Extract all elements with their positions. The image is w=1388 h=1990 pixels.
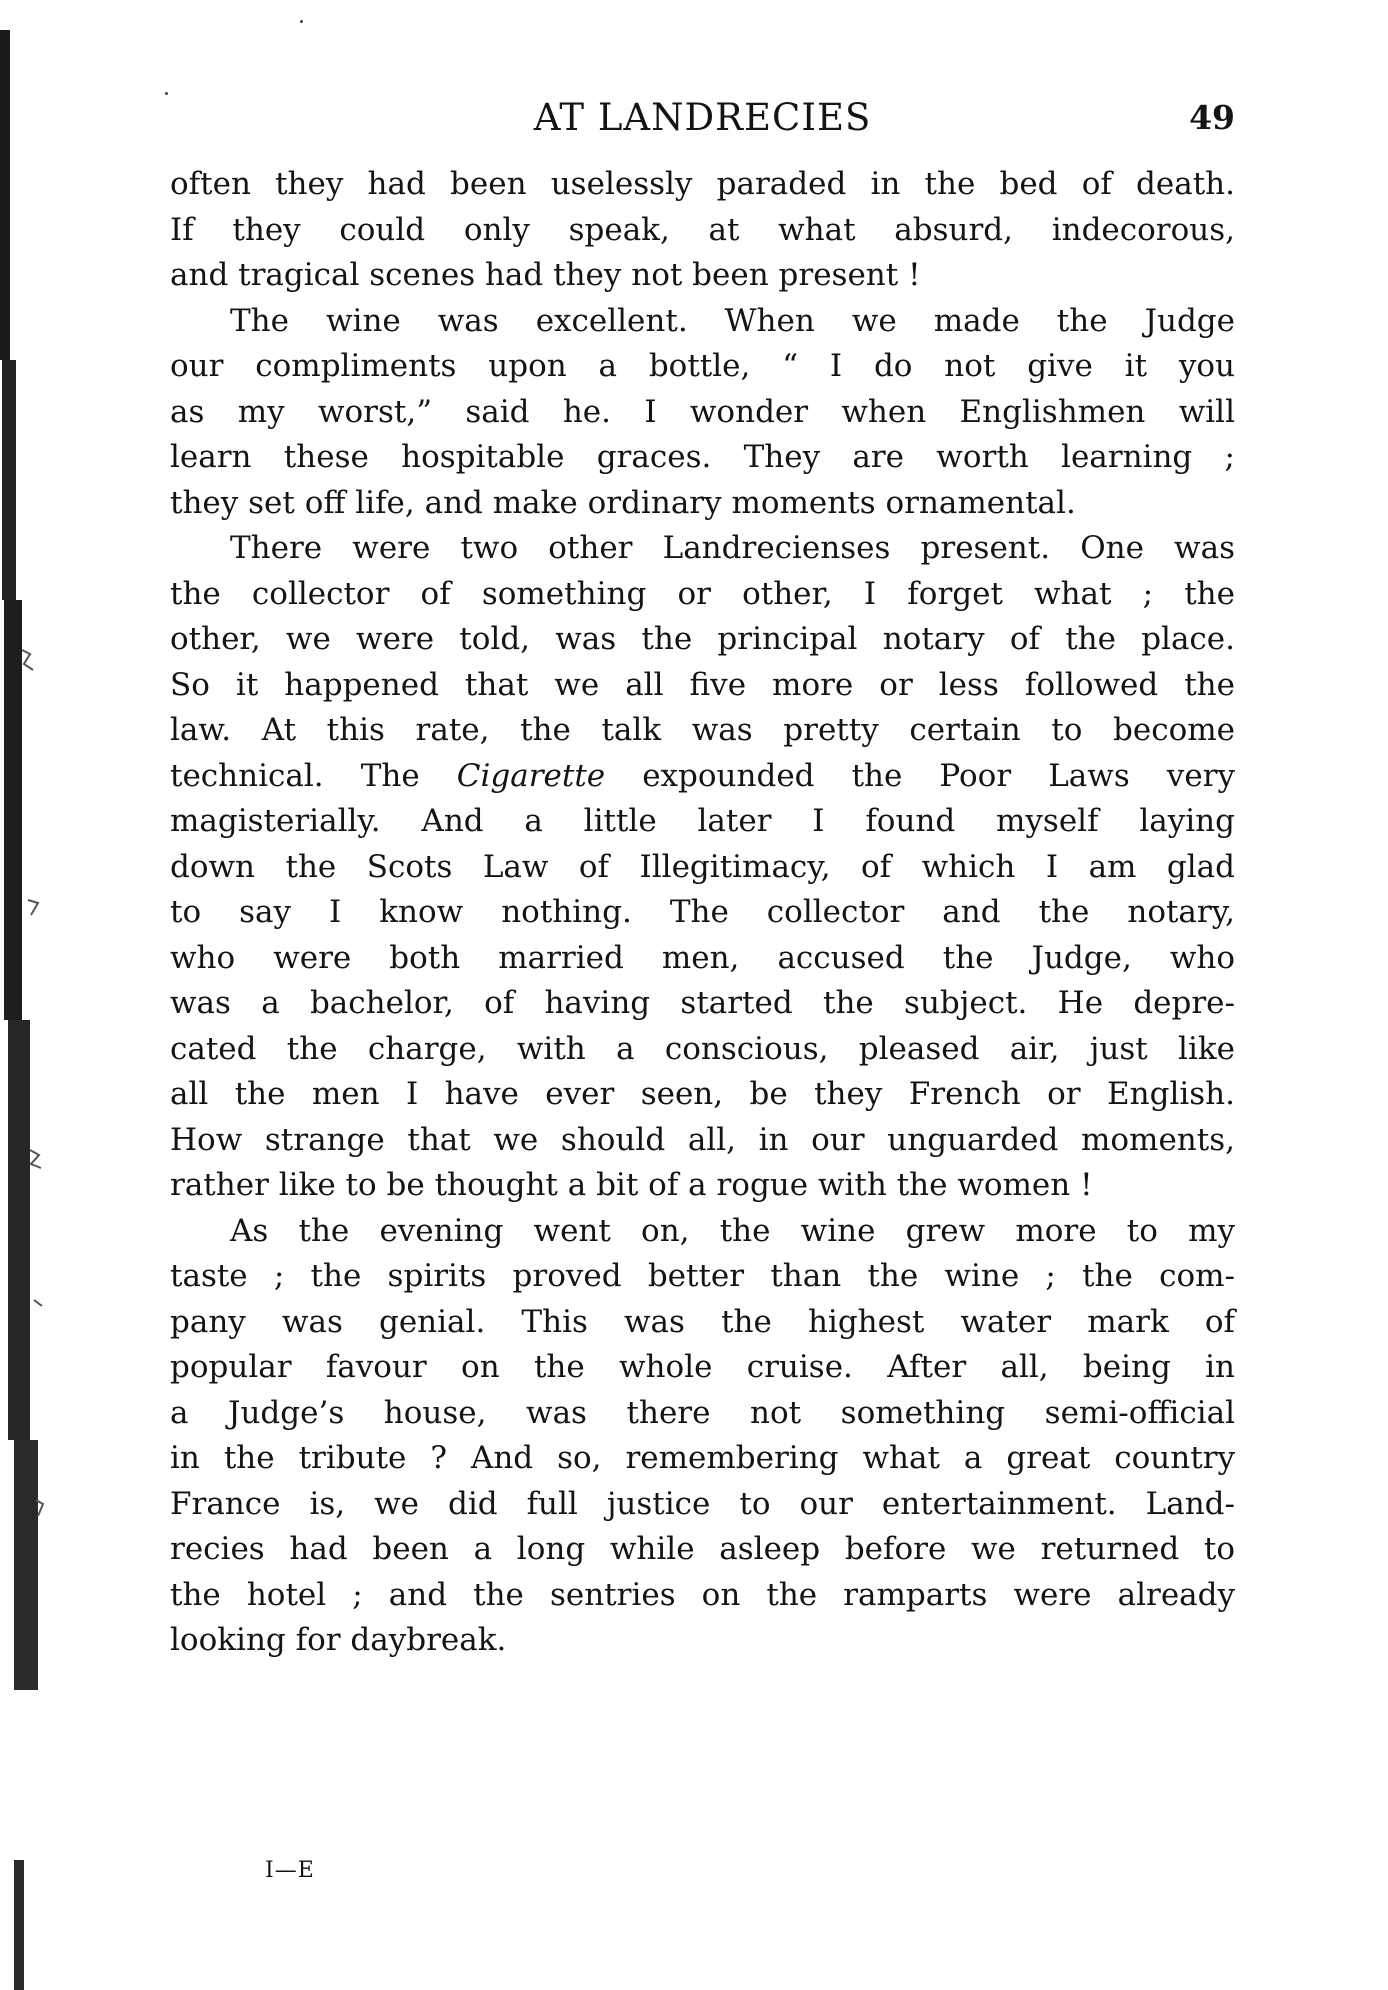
text-line: So it happened that we all five more or less followed the [170, 666, 1235, 703]
text-line: the hotel ; and the sentries on the ramparts were already [170, 1576, 1235, 1613]
binding-edge-strip-mid [4, 600, 22, 1020]
text-line: they set off life, and make ordinary moments ornamental. [170, 484, 1076, 521]
text-line: in the tribute ? And so, remembering what a great country [170, 1440, 1235, 1476]
text-line: looking for daybreak. [170, 1622, 507, 1658]
text-line: pany was genial. This was the highest water mark of [170, 1303, 1235, 1340]
binding-edge-strip-lower [8, 1020, 30, 1440]
text-line: a Judge’s house, was there not something semi-official [170, 1394, 1235, 1431]
text-line: was a bachelor, of having started the subject. He depre- [170, 985, 1235, 1021]
text-line: recies had been a long while asleep before we returned to [170, 1531, 1235, 1567]
text-line: down the Scots Law of Illegitimacy, of which I am glad [170, 848, 1235, 885]
text-line: often they had been uselessly paraded in the bed of death. [170, 166, 1235, 202]
text-line: If they could only speak, at what absurd, indecorous, [170, 211, 1235, 248]
text-line: How strange that we should all, in our unguarded moments, [170, 1121, 1235, 1158]
italic-word: Cigarette [456, 757, 606, 794]
binding-edge-strip-top [0, 30, 10, 360]
text-line: The wine was excellent. When we made the Judge [230, 302, 1235, 339]
binding-edge-strip-foot [14, 1860, 24, 1990]
text-line: technical. The Cigarette expounded the Poor Laws very [170, 757, 1235, 794]
stray-speck-top [300, 20, 303, 23]
text-line: There were two other Landrecienses present. One was [230, 530, 1235, 566]
text-line: rather like to be thought a bit of a rogue with the women ! [170, 1167, 1093, 1203]
binding-edge-strip-bottom [14, 1440, 38, 1690]
text-line: France is, we did full justice to our entertainment. Land- [170, 1485, 1235, 1522]
text-line: other, we were told, was the principal notary of the place. [170, 621, 1235, 657]
text-line: and tragical scenes had they not been present ! [170, 257, 921, 293]
text-line: who were both married men, accused the Judge, who [170, 939, 1235, 976]
running-title: AT LANDRECIES [533, 96, 872, 139]
signature-mark: I—E [265, 1858, 315, 1883]
text-line: our compliments upon a bottle, “ I do not give it you [170, 348, 1235, 384]
text-line: to say I know nothing. The collector and the notary, [170, 894, 1235, 930]
text-line: taste ; the spirits proved better than the wine ; the com- [170, 1258, 1235, 1294]
text-line: learn these hospitable graces. They are worth learning ; [170, 439, 1235, 475]
binding-edge-shadow [0, 0, 60, 1990]
page-number: 49 [1189, 98, 1235, 137]
running-head [170, 88, 1235, 148]
text-line: as my worst,” said he. I wonder when Englishmen will [170, 393, 1235, 430]
text-line: all the men I have ever seen, be they French or English. [170, 1076, 1235, 1112]
text-line: As the evening went on, the wine grew more to my [230, 1212, 1235, 1249]
text-line: popular favour on the whole cruise. After all, being in [170, 1349, 1235, 1385]
text-line: the collector of something or other, I forget what ; the [170, 575, 1235, 612]
text-line: magisterially. And a little later I found myself laying [170, 803, 1235, 839]
body-text [170, 162, 1235, 1664]
text-line: cated the charge, with a conscious, pleased air, just like [170, 1030, 1235, 1067]
binding-edge-strip-upper [2, 360, 16, 600]
stray-speck-left [165, 92, 168, 95]
text-line: law. At this rate, the talk was pretty certain to become [170, 712, 1235, 748]
